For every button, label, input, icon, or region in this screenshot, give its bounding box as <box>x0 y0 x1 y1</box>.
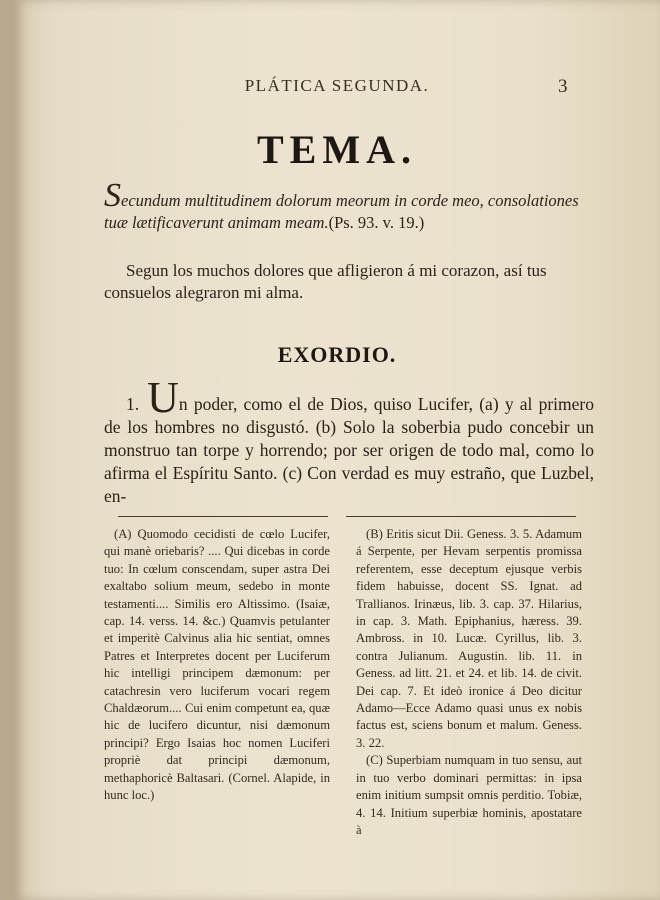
footnote-c: (C) Superbiam numquam in tuo sensu, aut in tuo verbo dominari permittas: in ipsa enim initium sumpsit omnis perditio. Tobiæ, 4. 14. Initium superbiæ hominis, apostatare à <box>356 753 582 837</box>
scripture-citation: (Ps. 93. v. 19.) <box>328 213 425 232</box>
tema-heading: TEMA. <box>257 127 417 172</box>
paragraph-number: 1. <box>126 394 140 414</box>
footnote-b: (B) Eritis sicut Dii. Geness. 3. 5. Adamum á Serpente, per Hevam serpentis promissa referentem, esse deceptum ejusque verbis fidem habuisse, docent SS. Ignat. ad Trallianos. Irinæus, lib. 3. cap. 37. Hilarius, in cap. 3. Math. Epiphanius, hæress. 39. Ambross. in 10. Lucæ. Cyrillus, lib. 3. contra Julianum. Augustin. lib. 11. in Geness. ad litt. 21. et 24. et lib. 14. de civit. Dei cap. 7. Et ideò ironice á Deo dicitur Adamo—Ecce Adamo quasi unus ex nobis factus est, sciens bonum et malum. Geness. 3. 22. <box>356 527 582 750</box>
footnote-column-left <box>104 526 330 805</box>
footnote-rule-left <box>118 516 328 517</box>
scripture-quote <box>104 177 594 234</box>
paragraph-text: n poder, como el de Dios, quiso Lucifer, (a) y al primero de los hombres no disgustó. (b) Solo la soberbia pudo concebir un monstruo tan torpe y horrendo; por ser origen de todo mal, como lo afirma el Espíritu Santo. (c) Con verdad es muy estraño, que Luzbel, en- <box>104 394 594 506</box>
running-title: PLÁTICA SEGUNDA. <box>244 76 430 95</box>
paragraph-initial: U <box>147 373 179 422</box>
book-page <box>14 0 660 900</box>
footnote-column-right <box>356 526 582 839</box>
exordio-heading: EXORDIO. <box>277 342 397 367</box>
scripture-translation: Segun los muchos dolores que afligieron á mi corazon, así tus consuelos alegraron mi alma. <box>104 261 547 302</box>
footnote-a: (A) Quomodo cecidisti de cœlo Lucifer, qui manè oriebaris? .... Qui dicebas in corde tuo: In cœlum conscendam, super astra Dei exaltabo solium meum, sedebo in monte testamenti.... Similis ero Altissimo. (Isaiæ, cap. 14. verss. 14. &c.) Quamvis petulanter et imperitè Calvinus alia hic sentiat, omnes Patres et Interpretes docent per Luciferum hic intelligi principem dæmonum: per catachresin vero luciferum vocari regem Chaldæorum.... Cui enim competunt ea, quæ hic de lucifero dicuntur, nisi dæmonum principi? Ergo Isaias hoc nomen Luciferi propriè dat principi dæmonum, methaphoricè Baltasari. (Cornel. Alapide, in hunc loc.) <box>104 527 330 803</box>
scripture-text: ecundum multitudinem dolorum meorum in corde meo, consolationes tuæ lætificaverunt animam meam. <box>104 191 579 232</box>
footnote-rule-right <box>346 516 576 517</box>
exordio-paragraph <box>104 373 594 508</box>
scripture-initial: S <box>104 177 121 214</box>
page-number: 3 <box>558 76 568 97</box>
